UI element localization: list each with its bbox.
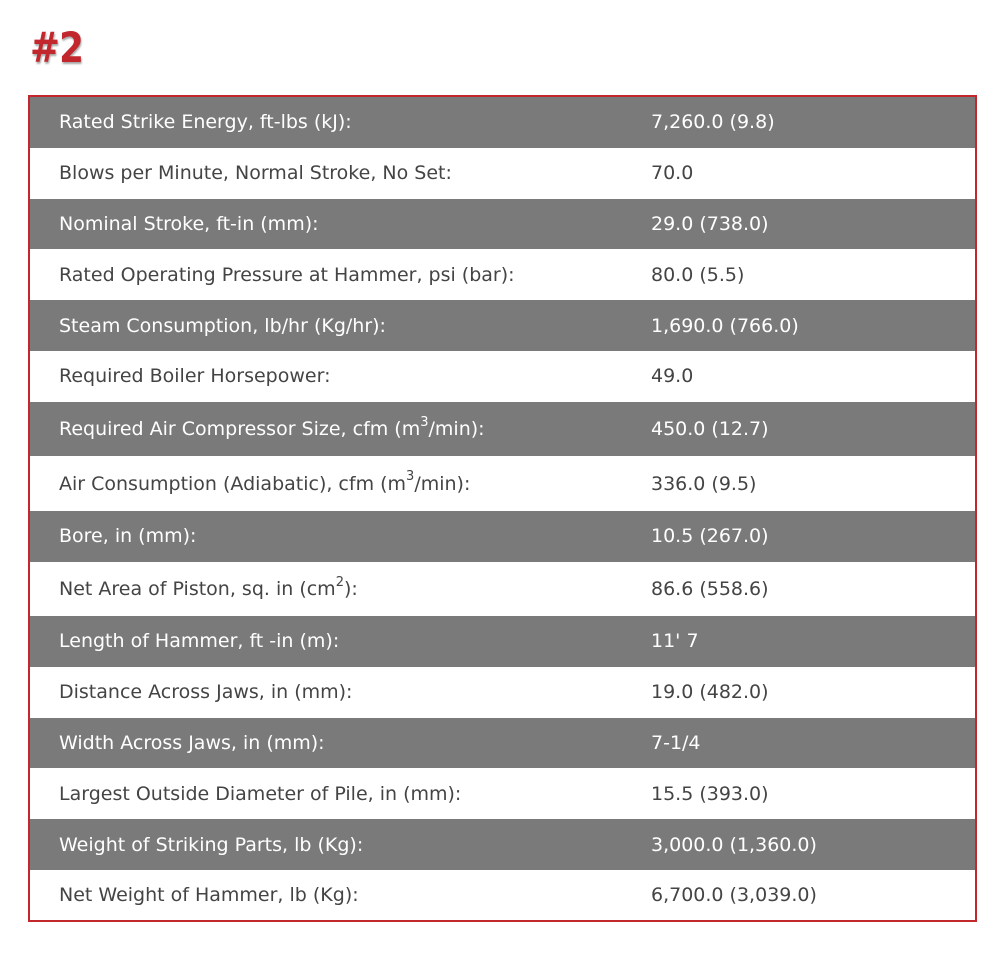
spec-value: 450.0 (12.7) — [651, 418, 769, 441]
spec-value: 3,000.0 (1,360.0) — [651, 833, 817, 856]
spec-label — [30, 469, 651, 495]
spec-label: Width Across Jaws, in (mm): — [59, 732, 325, 755]
spec-label: Blows per Minute, Normal Stroke, No Set: — [59, 162, 452, 185]
table-row — [30, 199, 975, 250]
spec-value: 336.0 (9.5) — [651, 472, 757, 495]
spec-label: Bore, in (mm): — [59, 525, 197, 548]
spec-value: 49.0 — [651, 365, 694, 388]
spec-label-text: /min): — [428, 418, 485, 441]
superscript: 3 — [420, 414, 429, 430]
spec-label-text: /min): — [414, 472, 471, 495]
spec-value: 29.0 (738.0) — [651, 212, 769, 235]
spec-label-text: Required Air Compressor Size, cfm (m — [59, 418, 421, 441]
spec-value: 19.0 (482.0) — [651, 681, 769, 704]
page-title: #2 — [30, 23, 84, 72]
superscript: 3 — [406, 469, 415, 485]
spec-value: 1,690.0 (766.0) — [651, 314, 799, 337]
spec-table — [28, 95, 977, 922]
table-row — [30, 768, 975, 819]
spec-label-text: ): — [343, 577, 358, 600]
table-row — [30, 351, 975, 402]
spec-label-text: Net Area of Piston, sq. in (cm — [59, 577, 336, 600]
spec-value: 7-1/4 — [651, 732, 701, 755]
table-row — [30, 870, 975, 921]
spec-value: 10.5 (267.0) — [651, 525, 769, 548]
spec-label: Distance Across Jaws, in (mm): — [59, 681, 353, 704]
spec-value: 86.6 (558.6) — [651, 577, 769, 600]
table-row — [30, 562, 975, 617]
spec-label: Nominal Stroke, ft-in (mm): — [59, 212, 319, 235]
table-row — [30, 616, 975, 667]
spec-label: Length of Hammer, ft -in (m): — [59, 630, 340, 653]
spec-label — [30, 574, 651, 600]
spec-value: 15.5 (393.0) — [651, 782, 769, 805]
spec-value: 7,260.0 (9.8) — [651, 111, 775, 134]
spec-label: Rated Strike Energy, ft-lbs (kJ): — [59, 111, 352, 134]
spec-label: Largest Outside Diameter of Pile, in (mm): — [59, 782, 462, 805]
table-row — [30, 300, 975, 351]
table-row — [30, 97, 975, 148]
table-row — [30, 667, 975, 718]
superscript: 2 — [335, 574, 344, 590]
spec-label-text: Air Consumption (Adiabatic), cfm (m — [59, 472, 407, 495]
spec-value: 11' 7 — [651, 630, 699, 653]
table-row — [30, 456, 975, 511]
spec-value: 70.0 — [651, 162, 694, 185]
table-row — [30, 148, 975, 199]
spec-label: Rated Operating Pressure at Hammer, psi (bar): — [59, 263, 515, 286]
spec-label: Required Boiler Horsepower: — [59, 365, 331, 388]
spec-value: 80.0 (5.5) — [651, 263, 745, 286]
spec-label: Weight of Striking Parts, lb (Kg): — [59, 833, 364, 856]
table-row — [30, 819, 975, 870]
spec-label: Steam Consumption, lb/hr (Kg/hr): — [59, 314, 386, 337]
spec-value: 6,700.0 (3,039.0) — [651, 884, 817, 907]
table-row — [30, 511, 975, 562]
table-row — [30, 718, 975, 769]
spec-label: Net Weight of Hammer, lb (Kg): — [59, 884, 359, 907]
spec-label — [30, 414, 651, 441]
table-row — [30, 402, 975, 457]
table-row — [30, 249, 975, 300]
